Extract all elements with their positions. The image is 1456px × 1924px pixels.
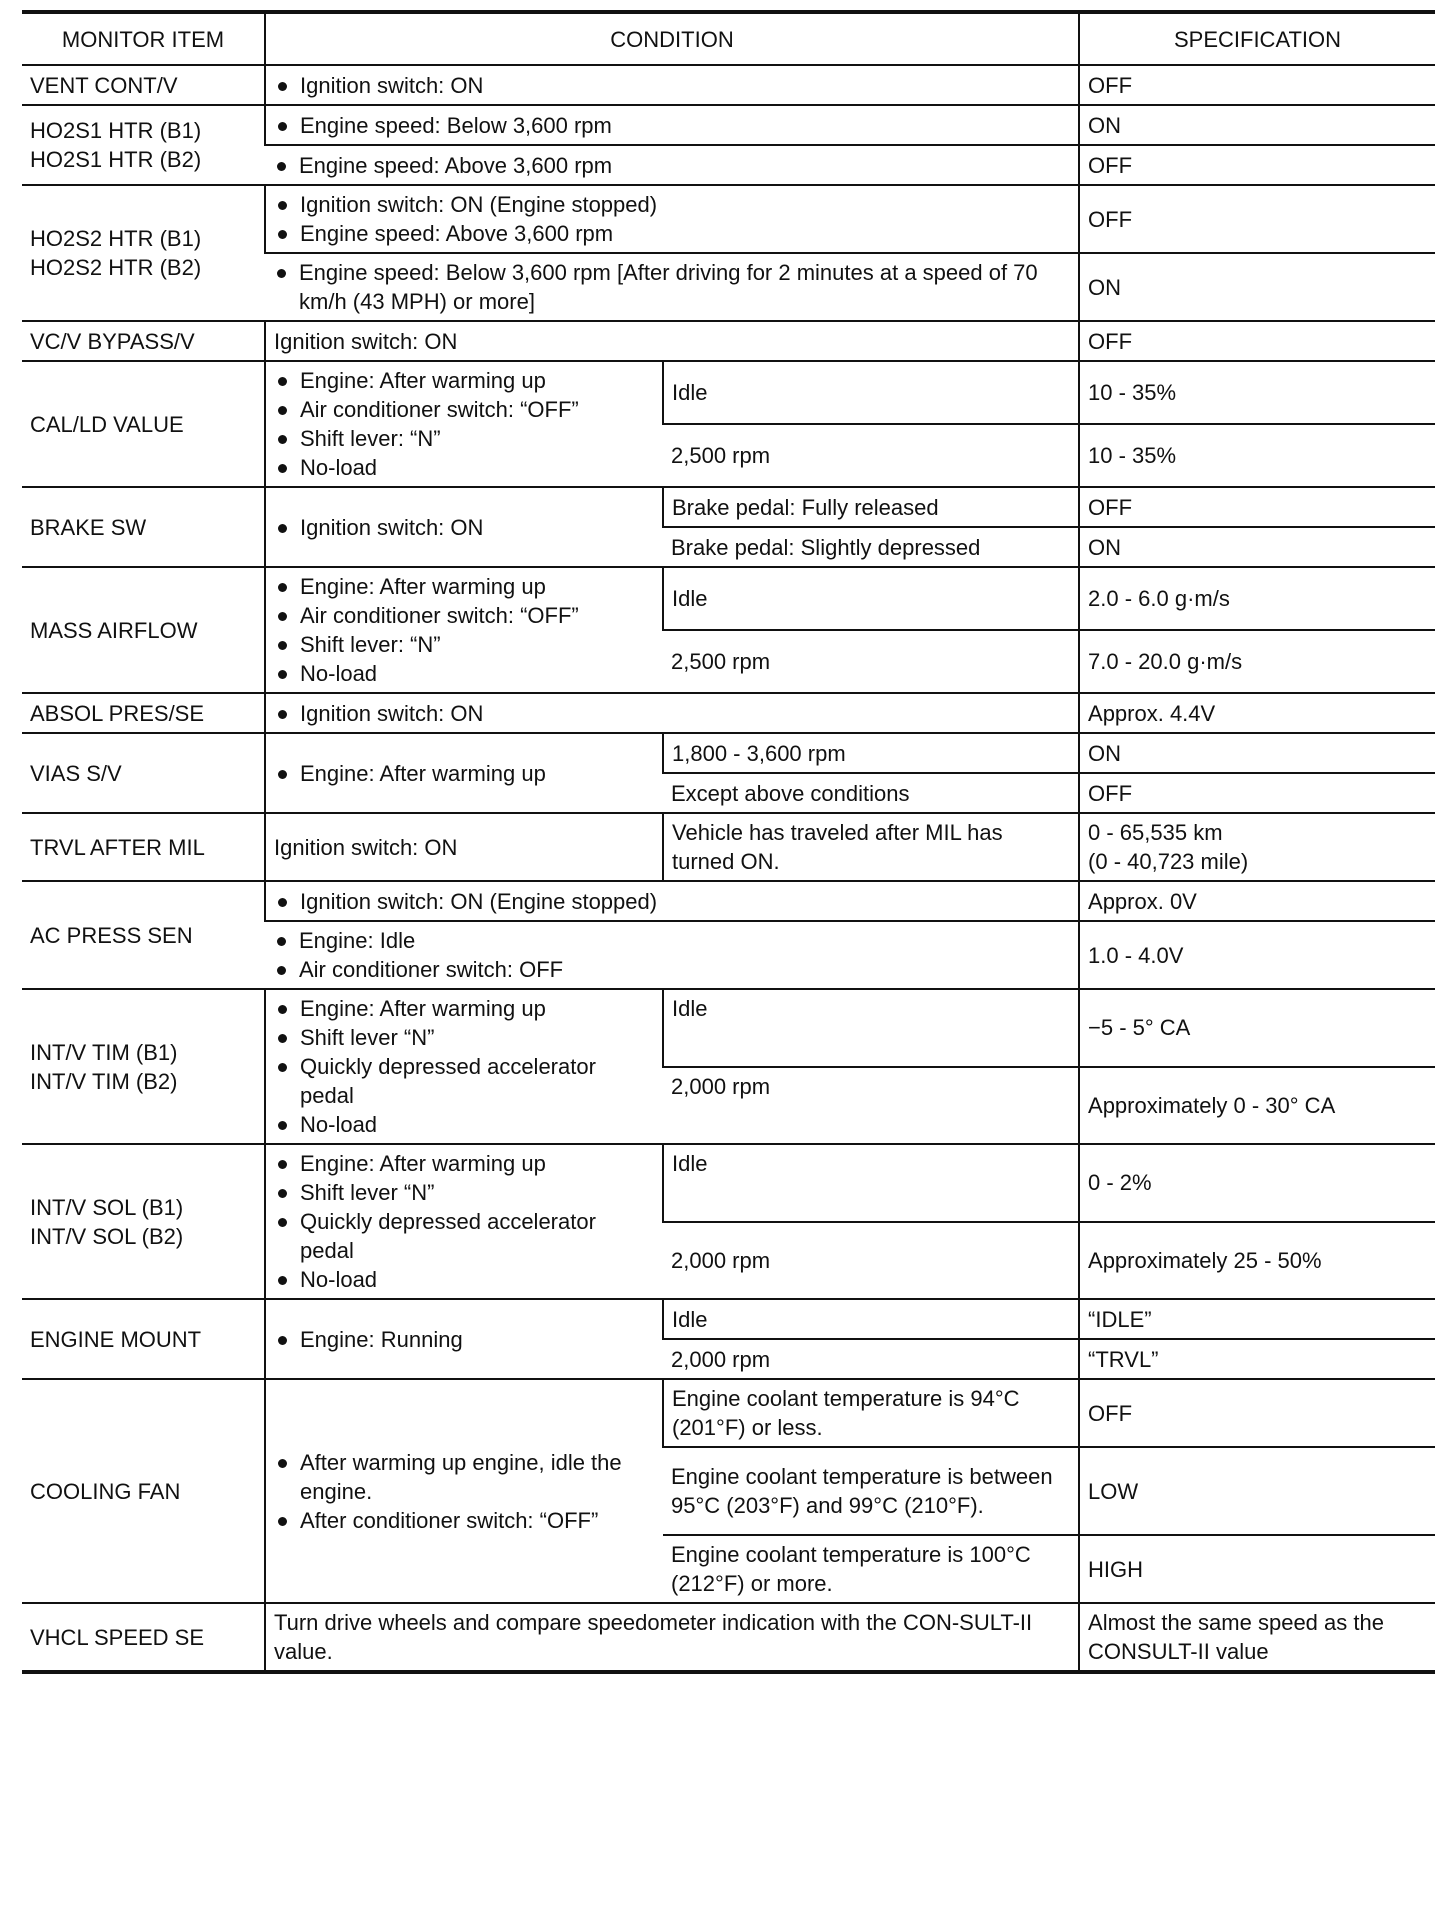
table-row [22, 1379, 1435, 1447]
monitor-item: COOLING FAN [22, 1379, 265, 1603]
condition-bullet: After warming up engine, idle the engine. [274, 1448, 654, 1506]
condition-bullet: Engine: After warming up [274, 759, 654, 788]
condition-bullet: Shift lever: “N” [274, 630, 654, 659]
condition-bullet: No-load [274, 1110, 654, 1139]
monitor-spec-table [22, 10, 1435, 1674]
subcondition-cell: Engine coolant temperature is 100°C (212°F) or more. [663, 1535, 1079, 1603]
subcondition-cell: 2,000 rpm [663, 1067, 1079, 1145]
table-row [22, 361, 1435, 424]
condition-bullet: No-load [274, 659, 654, 688]
condition-cell [265, 253, 1079, 321]
subcondition-cell: Idle [663, 989, 1079, 1067]
subcondition-cell: Idle [663, 567, 1079, 630]
condition-bullet: Engine speed: Above 3,600 rpm [274, 219, 1070, 248]
table-row [22, 65, 1435, 105]
condition-cell: Ignition switch: ON [265, 813, 663, 881]
condition-bullet: Engine: After warming up [274, 1149, 654, 1178]
condition-cell [265, 733, 663, 813]
monitor-item: CAL/LD VALUE [22, 361, 265, 487]
condition-cell [265, 361, 663, 487]
condition-bullet: Ignition switch: ON [274, 513, 654, 542]
subcondition-cell: Engine coolant temperature is between 95°C (203°F) and 99°C (210°F). [663, 1447, 1079, 1535]
spec-cell: “IDLE” [1079, 1299, 1435, 1339]
monitor-item: INT/V TIM (B1) INT/V TIM (B2) [22, 989, 265, 1144]
header-condition: CONDITION [265, 12, 1079, 65]
condition-cell [265, 487, 663, 567]
condition-bullet: Shift lever: “N” [274, 424, 654, 453]
monitor-item: TRVL AFTER MIL [22, 813, 265, 881]
header-row [22, 12, 1435, 65]
condition-bullet: After conditioner switch: “OFF” [274, 1506, 654, 1535]
condition-bullet: Ignition switch: ON (Engine stopped) [274, 190, 1070, 219]
table-row [22, 567, 1435, 630]
condition-bullet: Air conditioner switch: OFF [273, 955, 1070, 984]
condition-bullet: Engine speed: Below 3,600 rpm [After driving for 2 minutes at a speed of 70 km/h (43 MPH) or more] [273, 258, 1070, 316]
monitor-item: ABSOL PRES/SE [22, 693, 265, 733]
monitor-item: HO2S2 HTR (B1) HO2S2 HTR (B2) [22, 185, 265, 321]
monitor-item: VC/V BYPASS/V [22, 321, 265, 361]
condition-bullet: Engine: After warming up [274, 366, 654, 395]
spec-cell: 7.0 - 20.0 g·m/s [1079, 630, 1435, 693]
monitor-item: VIAS S/V [22, 733, 265, 813]
table-row [22, 105, 1435, 145]
condition-cell [265, 145, 1079, 185]
monitor-item: AC PRESS SEN [22, 881, 265, 989]
subcondition-cell: Idle [663, 1299, 1079, 1339]
condition-cell [265, 693, 1079, 733]
table-row [22, 989, 1435, 1067]
monitor-item: HO2S1 HTR (B1) HO2S1 HTR (B2) [22, 105, 265, 185]
spec-cell: LOW [1079, 1447, 1435, 1535]
spec-cell: ON [1079, 733, 1435, 773]
condition-bullet: Engine: Idle [273, 926, 1070, 955]
condition-cell [265, 1299, 663, 1379]
spec-cell: OFF [1079, 145, 1435, 185]
spec-cell: OFF [1079, 185, 1435, 253]
subcondition-cell: 1,800 - 3,600 rpm [663, 733, 1079, 773]
condition-cell [265, 65, 1079, 105]
spec-cell: 10 - 35% [1079, 424, 1435, 487]
spec-cell: 1.0 - 4.0V [1079, 921, 1435, 989]
condition-bullet: No-load [274, 453, 654, 482]
condition-cell [265, 1379, 663, 1603]
spec-cell: Approximately 0 - 30° CA [1079, 1067, 1435, 1145]
spec-cell: Approximately 25 - 50% [1079, 1222, 1435, 1300]
condition-cell [265, 567, 663, 693]
spec-cell: OFF [1079, 487, 1435, 527]
condition-cell [265, 1144, 663, 1299]
spec-cell: −5 - 5° CA [1079, 989, 1435, 1067]
subcondition-cell: Vehicle has traveled after MIL has turned ON. [663, 813, 1079, 881]
table-row [22, 1144, 1435, 1222]
spec-cell: OFF [1079, 321, 1435, 361]
condition-bullet: Shift lever “N” [274, 1023, 654, 1052]
spec-cell: ON [1079, 105, 1435, 145]
spec-cell: 0 - 2% [1079, 1144, 1435, 1222]
table-row [22, 881, 1435, 921]
condition-bullet: Quickly depressed accelerator pedal [274, 1052, 654, 1110]
condition-cell [265, 105, 1079, 145]
spec-cell: 10 - 35% [1079, 361, 1435, 424]
spec-cell: 0 - 65,535 km (0 - 40,723 mile) [1079, 813, 1435, 881]
header-monitor-item: MONITOR ITEM [22, 12, 265, 65]
condition-bullet: Air conditioner switch: “OFF” [274, 601, 654, 630]
table-row [22, 185, 1435, 253]
condition-bullet: Shift lever “N” [274, 1178, 654, 1207]
subcondition-cell: Idle [663, 1144, 1079, 1222]
spec-cell: “TRVL” [1079, 1339, 1435, 1379]
monitor-item: ENGINE MOUNT [22, 1299, 265, 1379]
subcondition-cell: Brake pedal: Slightly depressed [663, 527, 1079, 567]
condition-bullet: Air conditioner switch: “OFF” [274, 395, 654, 424]
condition-cell [265, 921, 1079, 989]
condition-bullet: Engine: After warming up [274, 994, 654, 1023]
condition-cell: Ignition switch: ON [265, 321, 1079, 361]
monitor-item: BRAKE SW [22, 487, 265, 567]
condition-cell: Turn drive wheels and compare speedometer indication with the CON-SULT-II value. [265, 1603, 1079, 1672]
table-row [22, 813, 1435, 881]
table-row [22, 693, 1435, 733]
spec-cell: OFF [1079, 1379, 1435, 1447]
header-specification: SPECIFICATION [1079, 12, 1435, 65]
monitor-item: VENT CONT/V [22, 65, 265, 105]
subcondition-cell: 2,000 rpm [663, 1222, 1079, 1300]
condition-bullet: Ignition switch: ON [274, 699, 1070, 728]
table-row [22, 487, 1435, 527]
subcondition-cell: Except above conditions [663, 773, 1079, 813]
table-row [22, 1603, 1435, 1672]
condition-bullet: Engine speed: Above 3,600 rpm [273, 151, 1070, 180]
spec-cell: ON [1079, 527, 1435, 567]
subcondition-cell: 2,500 rpm [663, 630, 1079, 693]
condition-bullet: Ignition switch: ON (Engine stopped) [274, 887, 1070, 916]
monitor-item: INT/V SOL (B1) INT/V SOL (B2) [22, 1144, 265, 1299]
table-row [22, 321, 1435, 361]
subcondition-cell: Idle [663, 361, 1079, 424]
spec-cell: OFF [1079, 773, 1435, 813]
spec-cell: Approx. 4.4V [1079, 693, 1435, 733]
spec-cell: OFF [1079, 65, 1435, 105]
condition-bullet: Engine: After warming up [274, 572, 654, 601]
monitor-item: VHCL SPEED SE [22, 1603, 265, 1672]
table-row [22, 733, 1435, 773]
table-row [22, 1299, 1435, 1339]
spec-cell: HIGH [1079, 1535, 1435, 1603]
subcondition-cell: 2,000 rpm [663, 1339, 1079, 1379]
spec-cell: Almost the same speed as the CONSULT-II value [1079, 1603, 1435, 1672]
spec-cell: Approx. 0V [1079, 881, 1435, 921]
condition-bullet: Quickly depressed accelerator pedal [274, 1207, 654, 1265]
monitor-item: MASS AIRFLOW [22, 567, 265, 693]
condition-bullet: Engine: Running [274, 1325, 654, 1354]
condition-cell [265, 185, 1079, 253]
condition-bullet: Ignition switch: ON [274, 71, 1070, 100]
subcondition-cell: Engine coolant temperature is 94°C (201°F) or less. [663, 1379, 1079, 1447]
condition-bullet: No-load [274, 1265, 654, 1294]
spec-cell: 2.0 - 6.0 g·m/s [1079, 567, 1435, 630]
spec-cell: ON [1079, 253, 1435, 321]
subcondition-cell: 2,500 rpm [663, 424, 1079, 487]
condition-cell [265, 881, 1079, 921]
condition-bullet: Engine speed: Below 3,600 rpm [274, 111, 1070, 140]
subcondition-cell: Brake pedal: Fully released [663, 487, 1079, 527]
condition-cell [265, 989, 663, 1144]
